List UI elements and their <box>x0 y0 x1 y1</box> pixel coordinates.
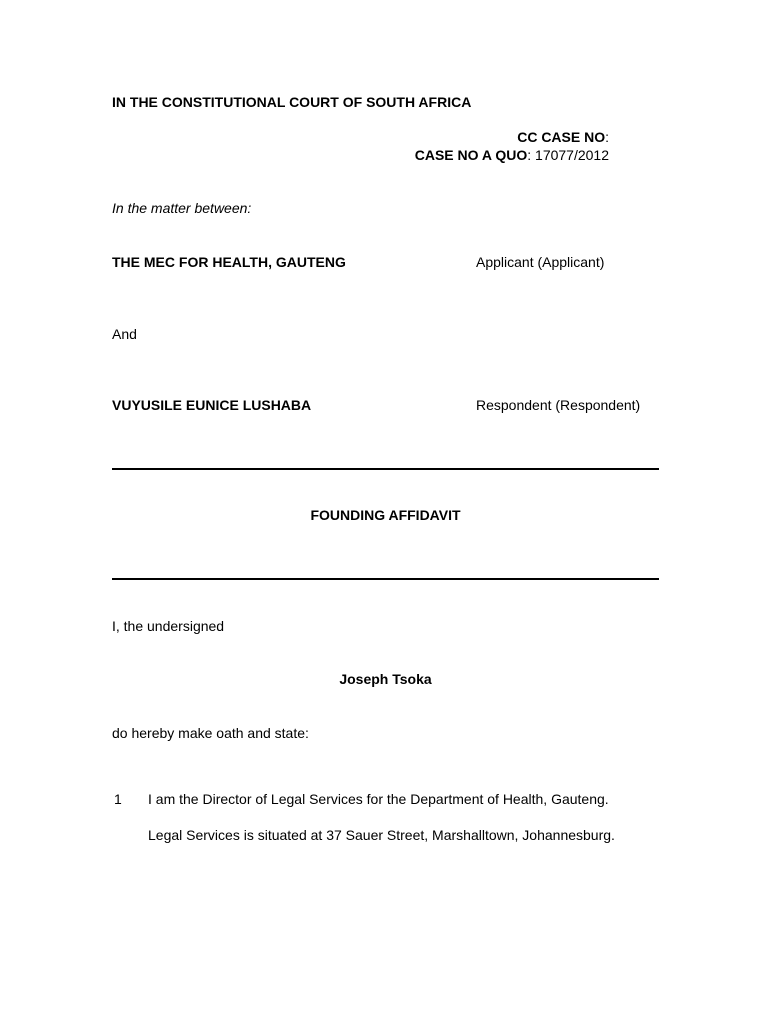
a-quo-separator: : <box>527 147 532 163</box>
matter-intro-separator: : <box>247 200 252 216</box>
paragraph-number: 1 <box>114 791 122 807</box>
matter-intro <box>112 200 251 216</box>
a-quo-value: 17077/2012 <box>535 147 609 163</box>
cc-case-separator: : <box>605 129 609 145</box>
paragraph-text-line-2: Legal Services is situated at 37 Sauer Street, Marshalltown, Johannesburg. <box>148 827 615 843</box>
cc-case-label: CC CASE NO <box>517 129 606 145</box>
applicant-name: THE MEC FOR HEALTH, GAUTENG <box>112 254 346 270</box>
paragraph-text-line-1: I am the Director of Legal Services for the Department of Health, Gauteng. <box>148 791 609 807</box>
party-conjunction: And <box>112 326 137 342</box>
court-title: IN THE CONSTITUTIONAL COURT OF SOUTH AFRICA <box>112 94 472 110</box>
case-number-a-quo <box>415 147 609 163</box>
respondent-name: VUYUSILE EUNICE LUSHABA <box>112 397 312 413</box>
respondent-role: Respondent (Respondent) <box>476 397 641 413</box>
applicant-role: Applicant (Applicant) <box>476 254 605 270</box>
deponent-name: Joseph Tsoka <box>339 671 432 687</box>
deponent-intro: I, the undersigned <box>112 618 225 634</box>
a-quo-label: CASE NO A QUO <box>414 147 528 163</box>
cc-case-number <box>517 129 609 145</box>
oath-statement: do hereby make oath and state: <box>112 725 309 741</box>
bottom-divider <box>112 578 659 580</box>
top-divider <box>112 468 659 470</box>
matter-intro-text: In the matter between <box>112 200 248 216</box>
document-title: FOUNDING AFFIDAVIT <box>310 507 461 523</box>
